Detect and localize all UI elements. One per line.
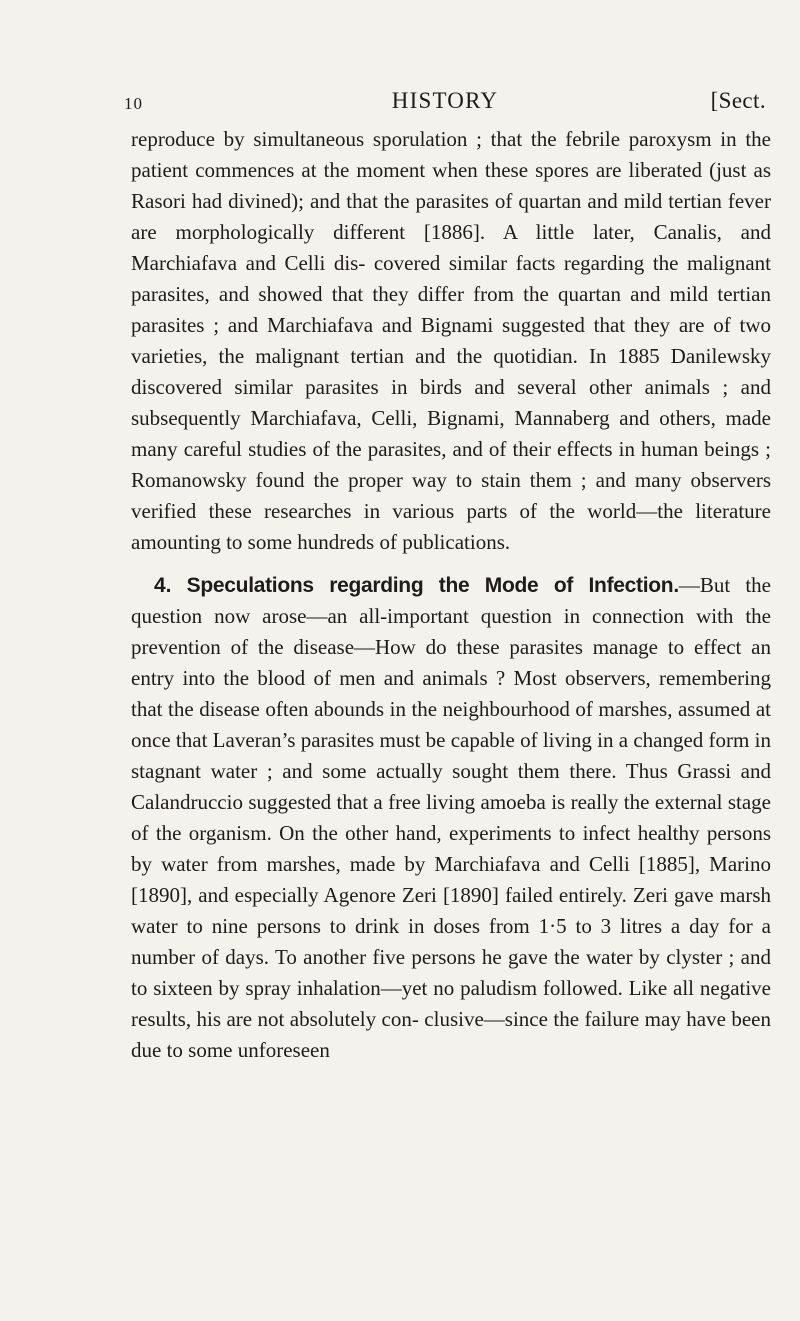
running-head <box>124 88 766 118</box>
section-number: 4. <box>154 574 172 597</box>
page-number: 10 <box>124 94 143 113</box>
running-title: HISTORY <box>391 88 499 113</box>
section-4-text: —But the question now arose—an all-important question in connection with the prevention of the disease—How do these parasites manage to effect an entry into the blood of men and animals ? Most observers, remembering that the disease often abounds in the neighbourhood of marshes, assumed at once that Laveran’s parasites must be capable of living in a changed form in stagnant water ; and some actually sought them there. Thus Grassi and Calandruccio suggested that a free living amoeba is really the external stage of the organism. On the other hand, experiments to infect healthy persons by water from marshes, made by Marchiafava and Celli [1885], Marino [1890], and especially Agenore Zeri [1890] failed entirely. Zeri gave marsh water to nine persons to drink in doses from 1·5 to 3 litres a day for a number of days. To another five persons he gave the water by clyster ; and to sixteen by spray inhalation—yet no paludism followed. Like all negative results, his are not absolutely con- clusive—since the failure may have been due to some unforeseen <box>131 573 772 1062</box>
body-text <box>131 124 771 1066</box>
paragraph-continued: reproduce by simultaneous sporulation ; that the febrile paroxysm in the patient commences at the moment when these spores are liberated (just as Rasori had divined); and that the parasites of quartan and mild tertian fever are morphologically different [1886]. A little later, Canalis, and Marchiafava and Celli dis- covered similar facts regarding the malignant parasites, and showed that they differ from the quartan and mild tertian parasites ; and Marchiafava and Bignami suggested that they are of two varieties, the malignant tertian and the quotidian. In 1885 Danilewsky discovered similar parasites in birds and several other animals ; and subsequently Marchiafava, Celli, Bignami, Mannaberg and others, made many careful studies of the parasites, and of their effects in human beings ; Romanowsky found the proper way to stain them ; and many observers verified these researches in various parts of the world—the literature amounting to some hundreds of publications. <box>131 127 771 554</box>
section-4-paragraph <box>131 570 771 1066</box>
section-marker: [Sect. <box>710 88 766 113</box>
section-heading: Speculations regarding the Mode of Infection. <box>186 574 679 597</box>
